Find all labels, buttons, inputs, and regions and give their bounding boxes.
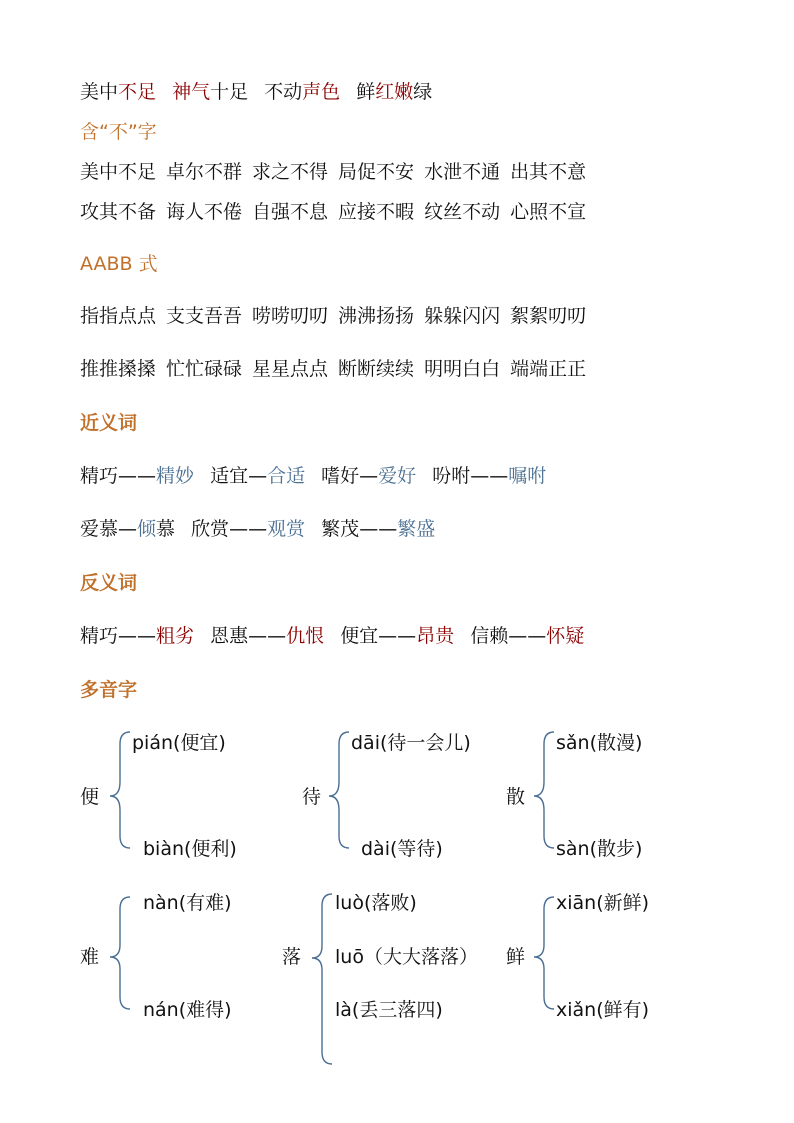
word: 推推搡搡 [80, 358, 157, 380]
brace-icon [532, 895, 558, 1011]
polyphone-char: 便 [80, 786, 100, 808]
heading-polyphones: 多音字 [80, 679, 138, 701]
antonym-pair: 精巧——粗劣 [80, 625, 195, 647]
antonym-pair: 恩惠——仇恨 [210, 625, 325, 647]
aabb-row-2 [80, 357, 596, 381]
polyphone-reading: nàn(有难) [143, 892, 232, 914]
word: 沸沸扬扬 [338, 305, 415, 327]
word: 卓尔不群 [166, 161, 243, 183]
word: 局促不安 [338, 161, 415, 183]
heading-aabb: AABB 式 [80, 253, 158, 275]
word: 自强不息 [252, 201, 329, 223]
brace-icon [108, 895, 134, 1011]
word: 出其不意 [510, 161, 587, 183]
heading-antonyms: 反义词 [80, 572, 138, 594]
brace-icon [327, 730, 353, 850]
antonym-pair: 便宜——昂贵 [340, 625, 455, 647]
word: 纹丝不动 [424, 201, 501, 223]
word: 断断续续 [338, 358, 415, 380]
polyphone-char: 鲜 [506, 946, 526, 968]
synonym-pair: 适宜—合适 [210, 465, 306, 487]
word: 诲人不倦 [166, 201, 243, 223]
synonym-pair: 精巧——精妙 [80, 465, 195, 487]
antonym-pair: 信赖——怀疑 [470, 625, 585, 647]
aabb-row-1 [80, 304, 596, 328]
word: 攻其不备 [80, 201, 157, 223]
word: 忙忙碌碌 [166, 358, 243, 380]
synonym-pair: 繁茂——繁盛 [321, 518, 436, 540]
polyphone-reading: sǎn(散漫) [556, 732, 643, 754]
polyphone-char: 待 [302, 786, 322, 808]
word: 美中不足 [80, 161, 157, 183]
polyphone-reading: là(丢三落四) [335, 999, 443, 1021]
bu-row-2 [80, 200, 596, 224]
word: 水泄不通 [424, 161, 501, 183]
polyphone-reading: sàn(散步) [556, 838, 643, 860]
polyphone-char: 难 [80, 946, 100, 968]
bu-row-1 [80, 160, 596, 184]
polyphone-reading: xiān(新鲜) [556, 892, 650, 914]
heading-bu: 含“不”字 [80, 121, 157, 143]
polyphone-reading: luò(落败) [335, 892, 417, 914]
polyphone-reading: luō（大大落落） [335, 946, 478, 968]
synonym-row-1 [80, 464, 556, 488]
word: 支支吾吾 [166, 305, 243, 327]
word: 求之不得 [252, 161, 329, 183]
brace-icon [310, 892, 336, 1068]
word: 唠唠叨叨 [252, 305, 329, 327]
synonym-row-2 [80, 517, 445, 541]
word: 不动声色 [264, 81, 341, 103]
brace-icon [108, 730, 134, 850]
antonym-row [80, 624, 594, 648]
polyphone-reading: dāi(待一会儿) [351, 732, 471, 754]
heading-synonyms: 近义词 [80, 412, 138, 434]
polyphone-char: 散 [506, 786, 526, 808]
word: 美中不足 [80, 81, 157, 103]
synonym-pair: 欣赏——观赏 [191, 518, 306, 540]
idiom-line-1 [80, 80, 442, 104]
polyphone-reading: dài(等待) [361, 838, 443, 860]
word: 应接不暇 [338, 201, 415, 223]
word: 神气十足 [172, 81, 249, 103]
polyphone-reading: biàn(便利) [143, 838, 237, 860]
word: 端端正正 [510, 358, 587, 380]
word: 鲜红嫩绿 [356, 81, 433, 103]
word: 躲躲闪闪 [424, 305, 501, 327]
synonym-pair: 爱慕—倾慕 [80, 518, 176, 540]
polyphone-reading: nán(难得) [143, 999, 232, 1021]
polyphone-reading: pián(便宜) [132, 732, 226, 754]
word: 星星点点 [252, 358, 329, 380]
word: 指指点点 [80, 305, 157, 327]
synonym-pair: 嗜好—爱好 [321, 465, 417, 487]
word: 心照不宣 [510, 201, 587, 223]
word: 明明白白 [424, 358, 501, 380]
synonym-pair: 吩咐——嘱咐 [432, 465, 547, 487]
brace-icon [532, 730, 558, 850]
polyphone-reading: xiǎn(鲜有) [556, 999, 650, 1021]
word: 絮絮叨叨 [510, 305, 587, 327]
polyphone-char: 落 [282, 946, 302, 968]
